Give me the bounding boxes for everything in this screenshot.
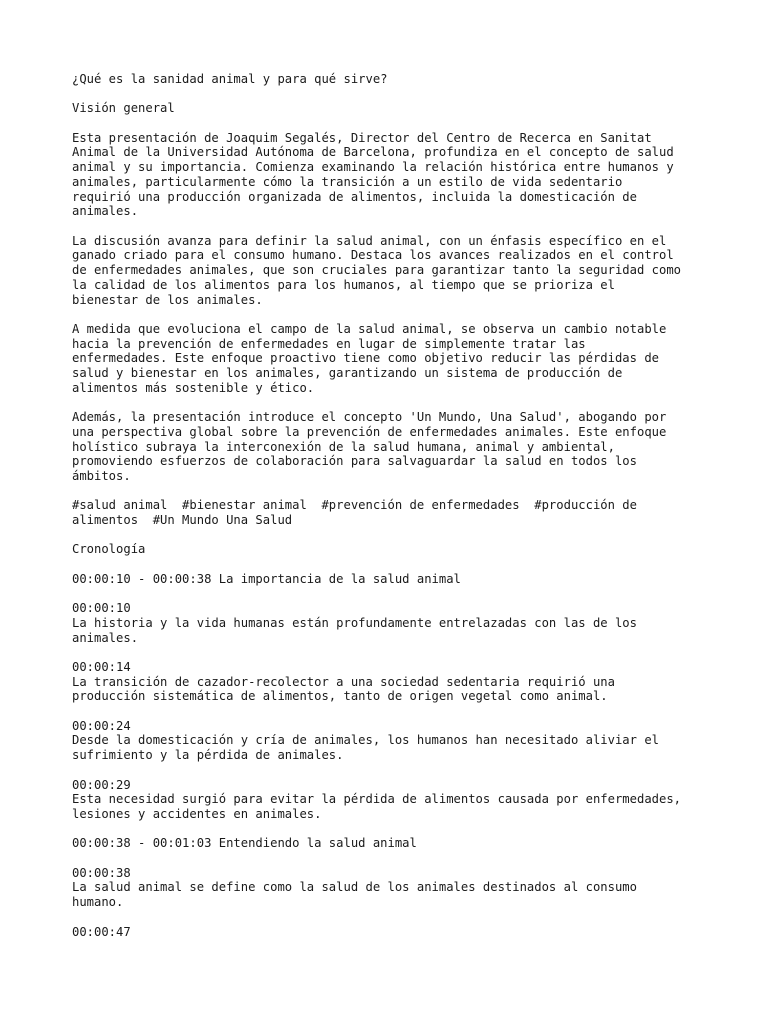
timeline-heading: Cronología xyxy=(72,542,146,557)
overview-paragraph-3: A medida que evoluciona el campo de la salud animal, se observa un cambio notable hacia la prevención de enfermedades en lugar de simplemente tratar las enfermedades. Este enfoque proactivo tiene como objetivo reducir las pérdidas de salud y bienestar en los animales, garantizando un sistema de producción de alimentos más sostenible y ético. xyxy=(72,321,667,395)
timeline-timestamp: 00:00:47 xyxy=(72,924,131,939)
timeline-text: La transición de cazador-recolector a una sociedad sedentaria requirió una producción sistemática de alimentos, tanto de origen vegetal como animal. xyxy=(72,674,615,704)
timeline-section-heading: 00:00:10 - 00:00:38 La importancia de la salud animal xyxy=(72,571,461,586)
timeline-text: Esta necesidad surgió para evitar la pérdida de alimentos causada por enfermedades, lesiones y accidentes en animales. xyxy=(72,792,682,821)
timeline-entry xyxy=(72,660,702,704)
overview-paragraph-4: Además, la presentación introduce el concepto 'Un Mundo, Una Salud', abogando por una perspectiva global sobre la prevención de enfermedades animales. Este enfoque holístico subraya la interconexión de la salud humana, animal y ambiental, promoviendo esfuerzos de colaboración para salvaguardar la salud en todos los ámbitos. xyxy=(72,410,667,483)
timeline-timestamp: 00:00:10 xyxy=(72,601,131,616)
document-page xyxy=(72,72,702,939)
timeline-timestamp: 00:00:14 xyxy=(72,659,131,674)
timeline-timestamp: 00:00:29 xyxy=(72,777,131,792)
timeline-text: La salud animal se define como la salud de los animales destinados al consumo humano. xyxy=(72,880,637,910)
document-title: ¿Qué es la sanidad animal y para qué sirve? xyxy=(72,72,388,86)
timeline-text: La historia y la vida humanas están profundamente entrelazadas con las de los animales. xyxy=(72,615,637,645)
timeline-entry xyxy=(72,925,702,940)
overview-paragraph-1: Esta presentación de Joaquim Segalés, Director del Centro de Recerca en Sanitat Animal de la Universidad Autónoma de Barcelona, profundiza en el concepto de salud animal y su importancia. Comienza examinando la relación histórica entre humanos y animales, particularmente cómo la transición a un estilo de vida sedentario requirió una producción organizada de alimentos, incluida la domesticación de animales. xyxy=(72,130,674,219)
overview-paragraph-2: La discusión avanza para definir la salud animal, con un énfasis específico en el ganado criado para el consumo humano. Destaca los avances realizados en el control de enfermedades animales, que son cruciales para garantizar tanto la seguridad como la calidad de los alimentos para los humanos, al tiempo que se prioriza el bienestar de los animales. xyxy=(72,233,682,307)
overview-heading: Visión general xyxy=(72,101,175,116)
timeline-entry xyxy=(72,778,702,822)
timeline-entry xyxy=(72,866,702,910)
timeline-timestamp: 00:00:38 xyxy=(72,865,131,880)
hashtags: #salud animal #bienestar animal #prevención de enfermedades #producción de alimentos #Un Mundo Una Salud xyxy=(72,498,637,527)
timeline-text: Desde la domesticación y cría de animales, los humanos han necesitado aliviar el sufrimiento y la pérdida de animales. xyxy=(72,733,659,763)
timeline-entry xyxy=(72,719,702,763)
timeline-timestamp: 00:00:24 xyxy=(72,718,131,733)
timeline-section-heading: 00:00:38 - 00:01:03 Entendiendo la salud animal xyxy=(72,836,417,851)
timeline-entry xyxy=(72,601,702,645)
